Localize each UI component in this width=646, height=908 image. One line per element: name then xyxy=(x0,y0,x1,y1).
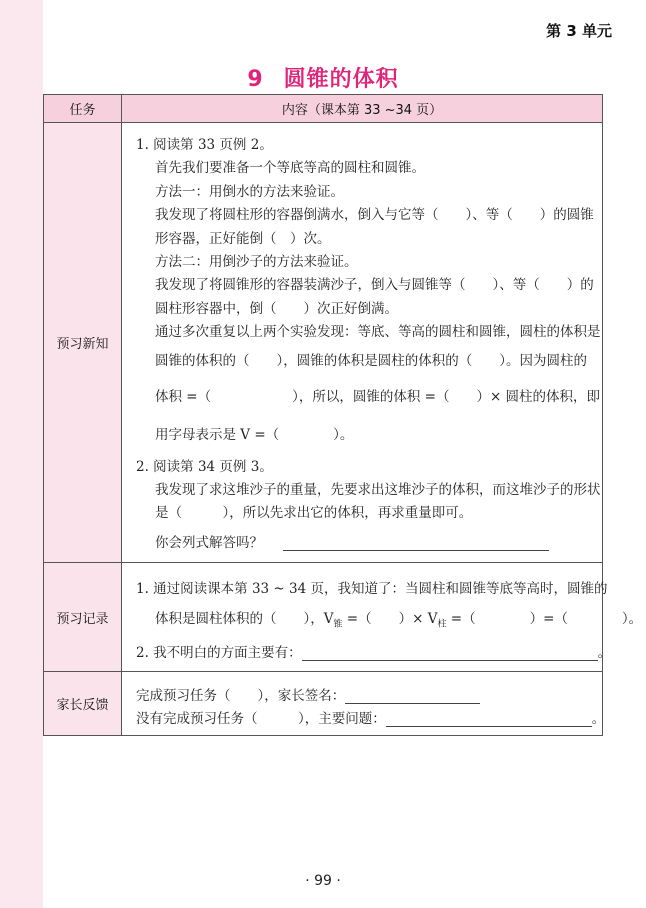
feedback-text: 完成预习任务（ ），家长签名： xyxy=(136,688,346,704)
record-blank[interactable] xyxy=(302,646,598,661)
title-number: 9 xyxy=(247,67,264,92)
preview-line: 通过多次重复以上两个实验发现：等底、等高的圆柱和圆锥，圆柱的体积是 xyxy=(155,324,601,340)
header-task: 任务 xyxy=(44,95,122,123)
preview-line: 2. 阅读第 34 页例 3。 xyxy=(136,459,273,475)
subscript-cylinder: 柱 xyxy=(437,619,447,630)
header-content: 内容（课本第 33 ~34 页） xyxy=(122,95,603,123)
feedback-text: 没有完成预习任务（ ），主要问题： xyxy=(136,711,386,727)
preview-line: 圆柱形容器中，倒（ ）次正好倒满。 xyxy=(155,301,398,317)
preview-line: 用字母表示是 V =（ ）。 xyxy=(155,427,354,443)
problem-blank[interactable] xyxy=(386,712,592,727)
signature-blank[interactable] xyxy=(345,689,480,704)
record-line: 1. 通过阅读课本第 33 ~ 34 页，我知道了：当圆柱和圆锥等底等高时，圆锥的 xyxy=(136,581,608,597)
left-margin-band xyxy=(0,0,43,908)
row-label-record: 预习记录 xyxy=(44,563,122,672)
preview-line: 体积 =（ ），所以，圆锥的体积 =（ ）× 圆柱的体积，即 xyxy=(155,389,601,405)
task-table xyxy=(43,94,643,736)
preview-line: 我发现了将圆柱形的容器倒满水，倒入与它等（ ）、等（ ）的圆锥 xyxy=(155,207,594,223)
feedback-text: 。 xyxy=(591,711,606,727)
row-label-preview: 预习新知 xyxy=(44,123,122,563)
record-line xyxy=(122,641,612,661)
preview-line: 1. 阅读第 33 页例 2。 xyxy=(136,137,273,153)
record-text: =（ ）× V xyxy=(342,611,438,627)
answer-blank[interactable] xyxy=(283,536,549,551)
preview-line: 我发现了将圆锥形的容器装满沙子，倒入与圆锥等（ ）、等（ ）的 xyxy=(155,277,594,293)
preview-line: 圆锥的体积的（ ），圆锥的体积是圆柱的体积的（ ）。因为圆柱的 xyxy=(155,353,587,369)
preview-line: 首先我们要准备一个等底等高的圆柱和圆锥。 xyxy=(155,160,425,176)
page-title xyxy=(0,62,646,93)
record-text: 体积是圆柱体积的（ ），V xyxy=(155,611,334,627)
feedback-line xyxy=(122,707,606,727)
preview-line: 方法一：用倒水的方法来验证。 xyxy=(155,184,344,200)
preview-question: 你会列式解答吗？ xyxy=(155,535,263,551)
preview-line: 方法二：用倒沙子的方法来验证。 xyxy=(155,254,358,270)
record-text: 2. 我不明白的方面主要有： xyxy=(136,645,302,661)
unit-label: 第 3 单元 xyxy=(546,22,612,40)
record-text: 。 xyxy=(597,645,612,661)
subscript-cone: 锥 xyxy=(333,619,343,630)
preview-line: 形容器，正好能倒（ ）次。 xyxy=(155,231,331,247)
preview-line: 是（ ），所以先求出它的体积，再求重量即可。 xyxy=(155,505,473,521)
preview-line xyxy=(122,531,602,551)
page-number: · 99 · xyxy=(305,873,341,889)
feedback-content xyxy=(122,672,606,736)
feedback-line xyxy=(122,684,602,704)
preview-line: 我发现了求这堆沙子的重量，先要求出这堆沙子的体积，而这堆沙子的形状 xyxy=(155,482,601,498)
record-content xyxy=(122,563,643,672)
record-text: =（ ）=（ ）。 xyxy=(446,611,643,627)
row-label-feedback: 家长反馈 xyxy=(44,672,122,736)
title-text: 圆锥的体积 xyxy=(283,67,399,92)
record-line xyxy=(122,607,643,630)
preview-content xyxy=(122,123,603,563)
